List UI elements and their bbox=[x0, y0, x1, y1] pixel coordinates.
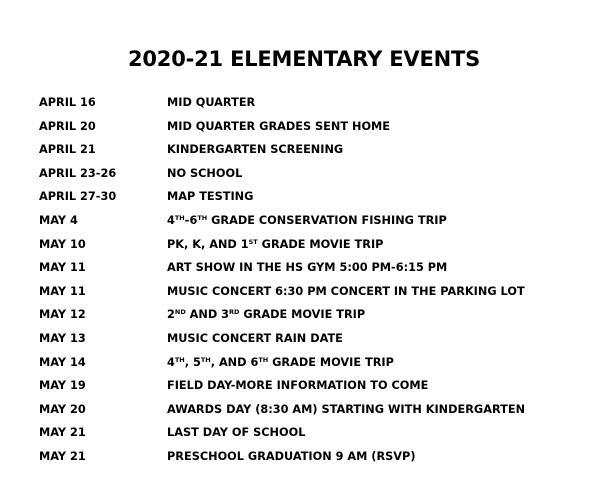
event-text: GRADE MOVIE TRIP bbox=[239, 308, 366, 322]
event-description bbox=[167, 166, 242, 182]
event-text: MID QUARTER bbox=[167, 96, 256, 109]
event-text: MUSIC CONCERT RAIN DATE bbox=[167, 331, 343, 345]
event-date: APRIL 16 bbox=[39, 96, 96, 109]
event-date: APRIL 27-30 bbox=[39, 190, 117, 204]
event-row bbox=[39, 284, 599, 308]
event-row bbox=[39, 166, 599, 190]
event-description bbox=[167, 331, 343, 347]
event-date: MAY 21 bbox=[39, 449, 86, 463]
event-text: -6 bbox=[184, 213, 198, 227]
event-description bbox=[167, 142, 343, 158]
ordinal-suffix: TH bbox=[258, 355, 269, 364]
ordinal-suffix: TH bbox=[174, 213, 185, 222]
event-date: APRIL 21 bbox=[39, 143, 96, 157]
event-description bbox=[167, 213, 447, 229]
event-row bbox=[39, 355, 599, 379]
event-text: MUSIC CONCERT 6:30 PM CONCERT IN THE PARKING LOT bbox=[167, 284, 525, 298]
ordinal-suffix: TH bbox=[200, 355, 211, 364]
event-description bbox=[167, 237, 383, 253]
event-date: MAY 14 bbox=[39, 355, 86, 369]
event-text: NO SCHOOL bbox=[167, 166, 243, 180]
ordinal-suffix: TH bbox=[174, 355, 185, 364]
event-date: MAY 10 bbox=[39, 237, 86, 251]
ordinal-suffix: ST bbox=[248, 237, 258, 246]
event-text: PRESCHOOL GRADUATION 9 AM (RSVP) bbox=[167, 449, 416, 463]
event-description bbox=[167, 378, 428, 394]
event-text: GRADE MOVIE TRIP bbox=[257, 237, 384, 251]
event-text: 4 bbox=[167, 213, 175, 227]
event-description bbox=[167, 449, 416, 465]
event-text: 2 bbox=[167, 308, 175, 322]
event-description bbox=[167, 402, 525, 418]
event-row bbox=[39, 307, 599, 331]
event-description bbox=[167, 260, 447, 276]
event-text: AND 3 bbox=[185, 308, 230, 322]
event-date: MAY 19 bbox=[39, 379, 86, 393]
event-row bbox=[39, 378, 599, 402]
event-text: GRADE CONSERVATION FISHING TRIP bbox=[207, 213, 447, 227]
ordinal-suffix: RD bbox=[229, 308, 240, 317]
event-row bbox=[39, 260, 599, 284]
events-list bbox=[39, 95, 599, 473]
ordinal-suffix: ND bbox=[174, 308, 186, 317]
event-row bbox=[39, 425, 599, 449]
event-row bbox=[39, 402, 599, 426]
event-text: AWARDS DAY (8:30 AM) STARTING WITH KINDERGARTEN bbox=[167, 402, 526, 416]
event-row bbox=[39, 119, 599, 143]
event-text: FIELD DAY-MORE INFORMATION TO COME bbox=[167, 379, 429, 393]
event-row bbox=[39, 449, 599, 473]
event-text: , AND 6 bbox=[210, 355, 259, 369]
event-text: MAP TESTING bbox=[167, 190, 254, 204]
event-row bbox=[39, 331, 599, 355]
event-description bbox=[167, 307, 365, 323]
event-date: MAY 13 bbox=[39, 331, 86, 345]
event-text: LAST DAY OF SCHOOL bbox=[167, 426, 306, 440]
event-description bbox=[167, 355, 394, 371]
event-description bbox=[167, 189, 253, 205]
event-date: MAY 21 bbox=[39, 426, 86, 440]
event-row bbox=[39, 213, 599, 237]
event-description bbox=[167, 425, 305, 441]
event-date: MAY 20 bbox=[39, 402, 86, 416]
event-description bbox=[167, 284, 525, 300]
event-row bbox=[39, 189, 599, 213]
ordinal-suffix: TH bbox=[197, 213, 208, 222]
event-row bbox=[39, 237, 599, 261]
event-text: GRADE MOVIE TRIP bbox=[268, 355, 394, 369]
event-row bbox=[39, 95, 599, 119]
event-date: MAY 11 bbox=[39, 261, 86, 275]
event-date: MAY 11 bbox=[39, 284, 86, 298]
event-text: 4 bbox=[167, 355, 175, 369]
event-text: PK, K, AND 1 bbox=[167, 237, 249, 251]
event-description bbox=[167, 95, 255, 111]
page-title: 2020-21 ELEMENTARY EVENTS bbox=[127, 47, 481, 72]
event-date: APRIL 20 bbox=[39, 119, 96, 133]
event-text: , 5 bbox=[184, 355, 201, 369]
event-date: MAY 4 bbox=[39, 213, 78, 227]
event-date: MAY 12 bbox=[39, 308, 86, 322]
event-row bbox=[39, 142, 599, 166]
event-description bbox=[167, 119, 390, 135]
event-text: ART SHOW IN THE HS GYM 5:00 PM-6:15 PM bbox=[167, 261, 448, 275]
event-date: APRIL 23-26 bbox=[39, 166, 117, 180]
event-text: MID QUARTER GRADES SENT HOME bbox=[167, 119, 391, 133]
event-text: KINDERGARTEN SCREENING bbox=[167, 143, 344, 157]
